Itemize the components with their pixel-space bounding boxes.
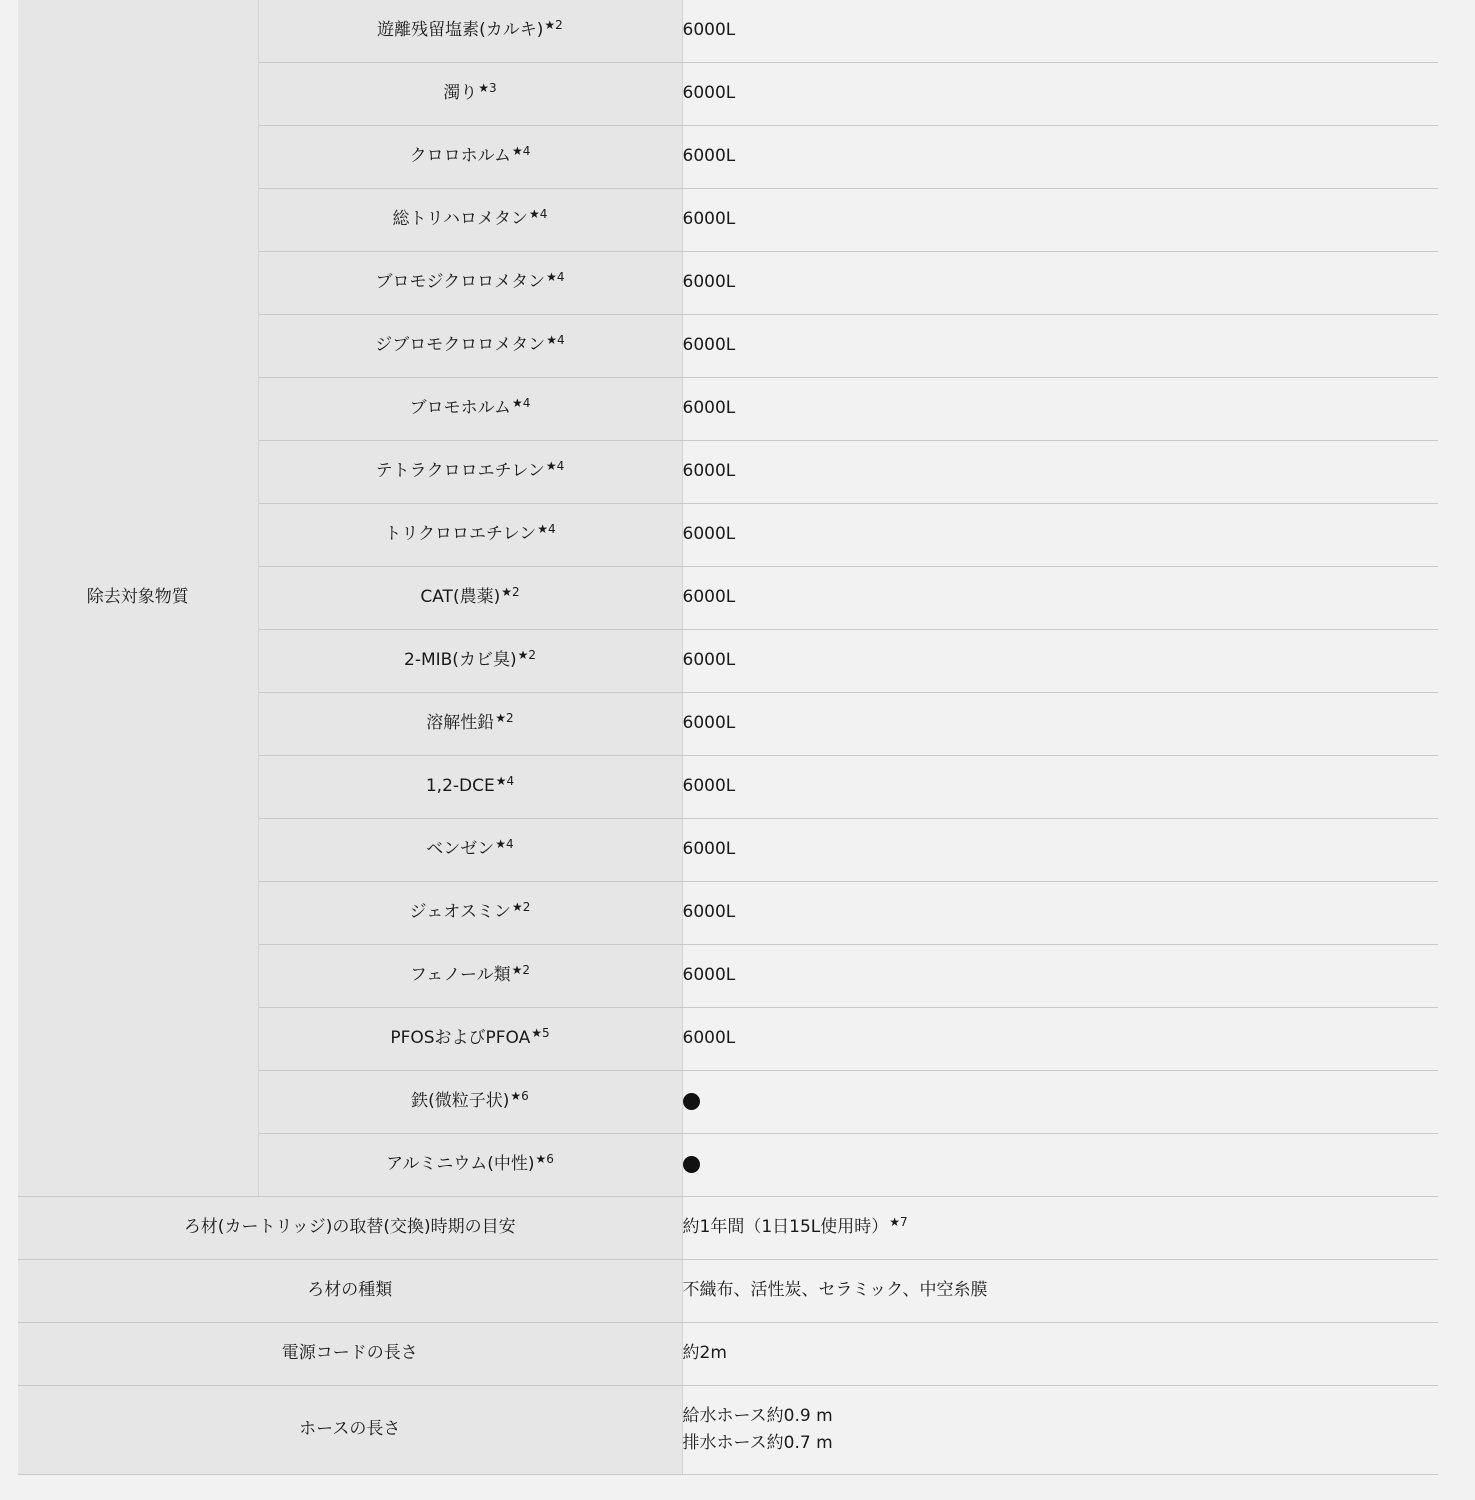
substance-value: 6000L bbox=[682, 650, 736, 671]
substance-value: 6000L bbox=[682, 902, 736, 923]
category-label: 除去対象物質 bbox=[86, 587, 189, 608]
substance-value-cell bbox=[682, 315, 1438, 378]
substance-name: 遊離残留塩素(カルキ) bbox=[377, 20, 544, 41]
substance-value-cell bbox=[682, 504, 1438, 567]
substance-value: 6000L bbox=[682, 20, 736, 41]
spec-value-cell bbox=[682, 1386, 1438, 1475]
footnote-mark: ★4 bbox=[495, 837, 514, 852]
substance-name: 鉄(微粒子状) bbox=[411, 1091, 510, 1112]
substance-value: 6000L bbox=[682, 398, 736, 419]
spec-label: ろ材の種類 bbox=[307, 1280, 393, 1301]
substance-name-cell bbox=[258, 882, 682, 945]
footnote-mark: ★2 bbox=[495, 711, 514, 726]
spec-label-cell bbox=[18, 1260, 682, 1323]
substance-name: 総トリハロメタン bbox=[392, 209, 529, 230]
footnote-mark: ★4 bbox=[546, 270, 565, 285]
substance-value: 6000L bbox=[682, 776, 736, 797]
footnote-mark: ★4 bbox=[545, 459, 565, 474]
substance-name: 濁り bbox=[443, 83, 478, 104]
footnote-mark: ★4 bbox=[495, 774, 515, 789]
spec-value: 不織布、活性炭、セラミック、中空糸膜 bbox=[682, 1280, 988, 1301]
substance-value: 6000L bbox=[682, 146, 736, 167]
substance-value-cell bbox=[682, 378, 1438, 441]
substance-value: 6000L bbox=[682, 335, 736, 356]
substance-value-cell bbox=[682, 882, 1438, 945]
substance-value-cell bbox=[682, 756, 1438, 819]
substance-name-cell bbox=[258, 378, 682, 441]
substance-value-cell bbox=[682, 441, 1438, 504]
spec-table-body bbox=[18, 0, 1438, 1475]
substance-name: ブロモホルム bbox=[409, 398, 511, 419]
category-cell bbox=[18, 0, 258, 1197]
footnote-mark: ★4 bbox=[546, 333, 565, 348]
substance-name: テトラクロロエチレン bbox=[375, 461, 545, 482]
footnote-mark: ★4 bbox=[537, 522, 556, 537]
substance-value-cell bbox=[682, 1134, 1438, 1197]
spec-label: 電源コードの長さ bbox=[281, 1343, 418, 1364]
substance-value: 6000L bbox=[682, 1028, 736, 1049]
footnote-mark: ★2 bbox=[511, 963, 531, 978]
spec-row bbox=[18, 1323, 1438, 1386]
substance-name: ベンゼン bbox=[426, 839, 495, 860]
substance-value: 6000L bbox=[682, 461, 736, 482]
substance-name: 1,2-DCE bbox=[425, 776, 495, 797]
substance-name-cell bbox=[258, 693, 682, 756]
substance-name-cell bbox=[258, 504, 682, 567]
substance-value-cell bbox=[682, 945, 1438, 1008]
substance-value: 6000L bbox=[682, 524, 736, 545]
substance-name-cell bbox=[258, 1071, 682, 1134]
substance-name-cell bbox=[258, 189, 682, 252]
footnote-mark: ★2 bbox=[517, 648, 536, 663]
spec-label: ろ材(カートリッジ)の取替(交換)時期の目安 bbox=[183, 1217, 516, 1238]
substance-name-cell bbox=[258, 441, 682, 504]
substance-value-cell bbox=[682, 0, 1438, 63]
substance-name: 溶解性鉛 bbox=[426, 713, 495, 734]
substance-value: 6000L bbox=[682, 839, 736, 860]
footnote-mark: ★4 bbox=[511, 396, 531, 411]
substance-row bbox=[18, 0, 1438, 63]
substance-name-cell bbox=[258, 819, 682, 882]
substance-name-cell bbox=[258, 252, 682, 315]
substance-name-cell bbox=[258, 315, 682, 378]
substance-value-cell bbox=[682, 1008, 1438, 1071]
filled-circle-icon bbox=[683, 1156, 700, 1173]
substance-value-cell bbox=[682, 630, 1438, 693]
footnote-mark: ★6 bbox=[510, 1089, 529, 1104]
footnote-mark: ★6 bbox=[535, 1152, 554, 1167]
substance-value-cell bbox=[682, 1071, 1438, 1134]
spec-value-cell bbox=[682, 1197, 1438, 1260]
substance-value-cell bbox=[682, 819, 1438, 882]
footnote-mark: ★2 bbox=[544, 18, 563, 33]
spec-value: 約1年間（1日15L使用時） bbox=[682, 1217, 889, 1238]
substance-name-cell bbox=[258, 630, 682, 693]
substance-name-cell bbox=[258, 1134, 682, 1197]
spec-label-cell bbox=[18, 1197, 682, 1260]
substance-value: 6000L bbox=[682, 713, 736, 734]
spec-value: 排水ホース約0.7 m bbox=[682, 1433, 833, 1453]
footnote-mark: ★3 bbox=[478, 81, 497, 96]
footnote-mark: ★4 bbox=[511, 144, 531, 159]
substance-name: 2-MIB(カビ臭) bbox=[404, 650, 517, 671]
substance-value: 6000L bbox=[682, 965, 736, 986]
substance-name: クロロホルム bbox=[409, 146, 511, 167]
substance-name: フェノール類 bbox=[409, 965, 511, 986]
substance-name-cell bbox=[258, 63, 682, 126]
substance-name-cell bbox=[258, 756, 682, 819]
substance-value-cell bbox=[682, 252, 1438, 315]
substance-name: PFOSおよびPFOA bbox=[390, 1028, 531, 1049]
spec-row bbox=[18, 1386, 1438, 1475]
spec-label-cell bbox=[18, 1323, 682, 1386]
substance-name: ブロモジクロロメタン bbox=[375, 272, 546, 293]
footnote-mark: ★7 bbox=[889, 1215, 908, 1230]
footnote-mark: ★2 bbox=[512, 900, 531, 915]
substance-name: トリクロロエチレン bbox=[384, 524, 537, 545]
substance-name: アルミニウム(中性) bbox=[386, 1154, 535, 1175]
footnote-mark: ★4 bbox=[529, 207, 548, 222]
spec-value: 給水ホース約0.9 m bbox=[682, 1405, 833, 1426]
substance-name: ジェオスミン bbox=[409, 902, 512, 923]
spec-value: 約2m bbox=[682, 1343, 727, 1364]
spec-label-cell bbox=[18, 1386, 682, 1475]
filled-circle-icon bbox=[683, 1093, 700, 1110]
substance-value-cell bbox=[682, 189, 1438, 252]
substance-value-cell bbox=[682, 63, 1438, 126]
spec-label: ホースの長さ bbox=[299, 1419, 401, 1440]
spec-table bbox=[18, 0, 1438, 1475]
substance-name: ジブロモクロロメタン bbox=[375, 335, 546, 356]
substance-value: 6000L bbox=[682, 272, 736, 293]
substance-value: 6000L bbox=[682, 587, 736, 608]
footnote-mark: ★2 bbox=[501, 585, 520, 600]
spec-row bbox=[18, 1260, 1438, 1323]
substance-value: 6000L bbox=[682, 83, 736, 104]
spec-row bbox=[18, 1197, 1438, 1260]
substance-name-cell bbox=[258, 126, 682, 189]
footnote-mark: ★5 bbox=[531, 1026, 550, 1041]
spec-value-cell bbox=[682, 1260, 1438, 1323]
substance-name-cell bbox=[258, 567, 682, 630]
substance-value-cell bbox=[682, 693, 1438, 756]
substance-name-cell bbox=[258, 0, 682, 63]
substance-value: 6000L bbox=[682, 209, 736, 230]
substance-name-cell bbox=[258, 945, 682, 1008]
substance-name: CAT(農薬) bbox=[420, 587, 501, 608]
spec-value-cell bbox=[682, 1323, 1438, 1386]
substance-value-cell bbox=[682, 567, 1438, 630]
substance-value-cell bbox=[682, 126, 1438, 189]
substance-name-cell bbox=[258, 1008, 682, 1071]
